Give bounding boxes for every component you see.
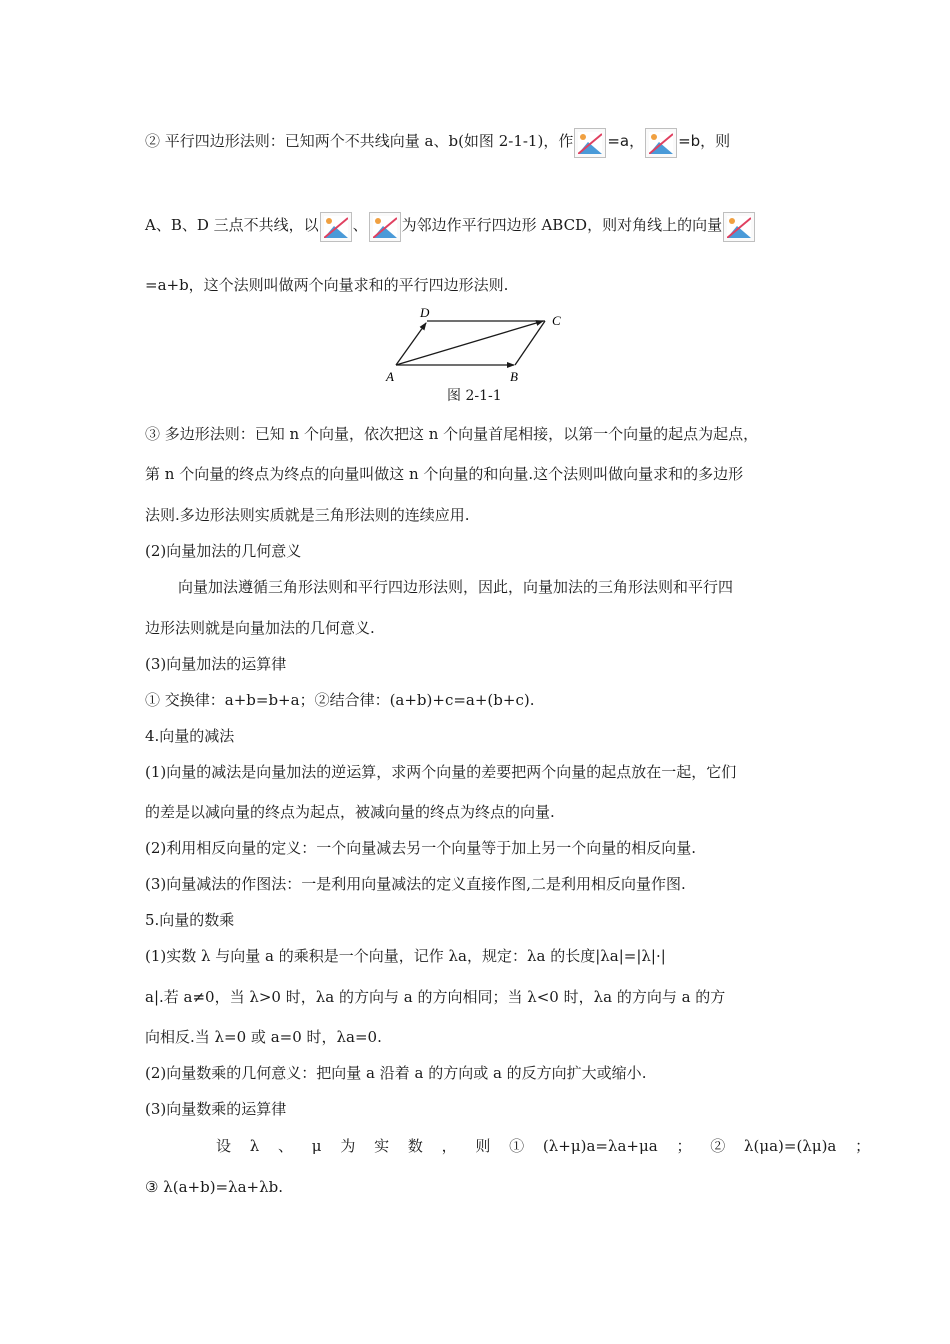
paragraph-subtraction-1: (1)向量的减法是向量加法的逆运算，求两个向量的差要把两个向量的起点放在一起，它们: [145, 763, 737, 781]
heading-addition-geometric-meaning: (2)向量加法的几何意义: [145, 542, 302, 560]
text-segment: =a，: [607, 132, 645, 150]
heading-scalar-multiplication: 5.向量的数乘: [145, 911, 235, 929]
paragraph-scalar-2: (2)向量数乘的几何意义：把向量 a 沿着 a 的方向或 a 的反方向扩大或缩小.: [145, 1064, 647, 1082]
label-d: D: [420, 305, 430, 320]
paragraph-scalar-1-end: 向相反.当 λ=0 或 a=0 时，λa=0.: [145, 1028, 382, 1046]
paragraph-parallelogram-rule-cont: [145, 212, 830, 242]
image-placeholder-icon: [645, 128, 677, 158]
paragraph-subtraction-1-cont: 的差是以减向量的终点为起点，被减向量的终点为终点的向量.: [145, 803, 555, 821]
paragraph-polygon-rule: ③ 多边形法则：已知 n 个向量，依次把这 n 个向量首尾相接，以第一个向量的起点为起点，: [145, 425, 759, 443]
paragraph-subtraction-2: (2)利用相反向量的定义：一个向量减去另一个向量等于加上另一个向量的相反向量.: [145, 839, 697, 857]
text-segment: ② 平行四边形法则：已知两个不共线向量 a、b(如图 2-1-1)，作: [145, 132, 574, 150]
parallelogram-figure: [380, 305, 580, 385]
text-segment: 为邻边作平行四边形 ABCD，则对角线上的向量: [401, 216, 723, 234]
image-placeholder-icon: [723, 212, 755, 242]
paragraph-polygon-rule-end: 法则.多边形法则实质就是三角形法则的连续应用.: [145, 506, 470, 524]
label-b: B: [510, 369, 518, 384]
figure-caption: 图 2-1-1: [447, 388, 502, 404]
image-placeholder-icon: [574, 128, 606, 158]
paragraph-scalar-laws: 设 λ 、 μ 为 实 数 ， 则 ① (λ+μ)a=λa+μa ； ② λ(μa)=(λμ)a ；: [216, 1137, 871, 1155]
paragraph-subtraction-3: (3)向量减法的作图法：一是利用向量减法的定义直接作图,二是利用相反向量作图.: [145, 875, 686, 893]
heading-vector-subtraction: 4.向量的减法: [145, 727, 235, 745]
label-c: C: [552, 313, 561, 328]
paragraph-addition-meaning: 向量加法遵循三角形法则和平行四边形法则，因此，向量加法的三角形法则和平行四: [178, 578, 734, 596]
paragraph-scalar-1: (1)实数 λ 与向量 a 的乘积是一个向量，记作 λa，规定：λa 的长度|λa|=|λ|·|: [145, 947, 666, 965]
heading-scalar-laws: (3)向量数乘的运算律: [145, 1100, 287, 1118]
text-segment: 、: [352, 216, 368, 234]
heading-addition-laws: (3)向量加法的运算律: [145, 655, 287, 673]
paragraph-parallelogram-rule-end: =a+b，这个法则叫做两个向量求和的平行四边形法则.: [145, 276, 509, 294]
paragraph-polygon-rule-cont: 第 n 个向量的终点为终点的向量叫做这 n 个向量的和向量.这个法则叫做向量求和的多边形: [145, 465, 744, 483]
vector-ad: [396, 323, 426, 365]
paragraph-scalar-laws-end: ③ λ(a+b)=λa+λb.: [145, 1178, 284, 1196]
image-placeholder-icon: [369, 212, 401, 242]
paragraph-addition-laws: ① 交换律：a+b=b+a；②结合律：(a+b)+c=a+(b+c).: [145, 691, 535, 709]
text-segment: A、B、D 三点不共线，以: [145, 216, 319, 234]
paragraph-scalar-1-cont: a|.若 a≠0，当 λ>0 时，λa 的方向与 a 的方向相同；当 λ<0 时，λa 的方向与 a 的方: [145, 988, 726, 1006]
paragraph-parallelogram-rule: [145, 128, 830, 158]
label-a: A: [386, 369, 394, 384]
paragraph-addition-meaning-cont: 边形法则就是向量加法的几何意义.: [145, 619, 375, 637]
text-segment: =b，则: [678, 132, 731, 150]
image-placeholder-icon: [320, 212, 352, 242]
vector-ac: [396, 321, 543, 365]
